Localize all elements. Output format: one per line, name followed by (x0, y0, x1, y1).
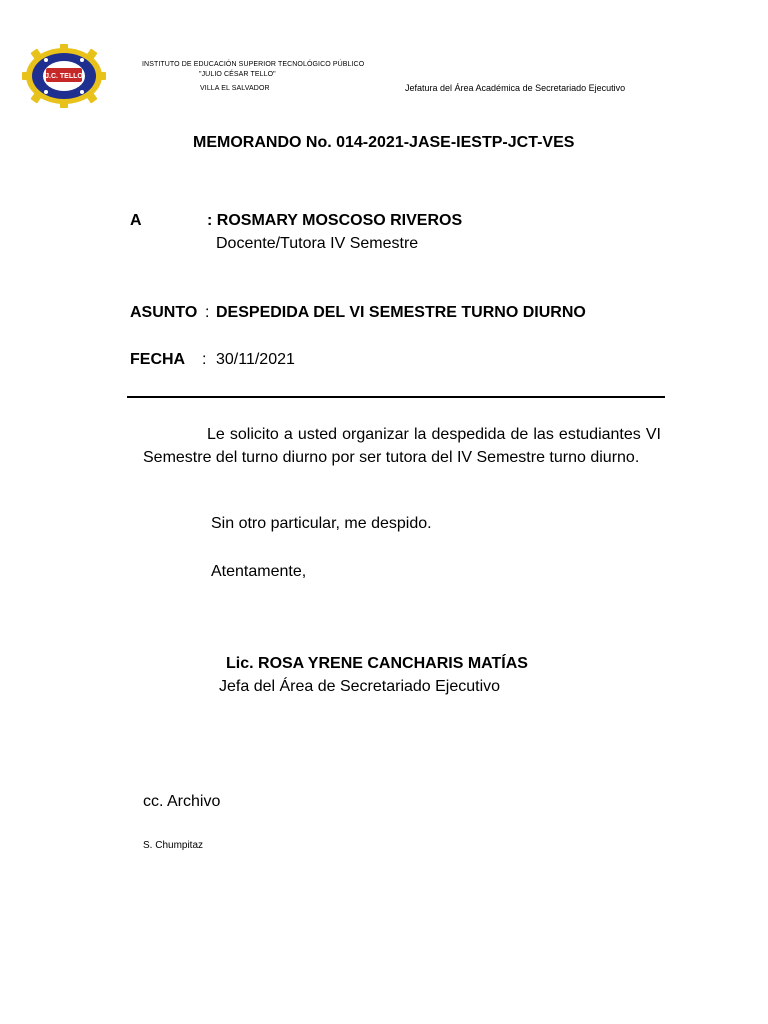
subject-value: DESPEDIDA DEL VI SEMESTRE TURNO DIURNO (216, 304, 586, 321)
institution-logo-icon (22, 44, 106, 108)
institution-logo (22, 44, 106, 108)
to-role: Docente/Tutora IV Semestre (216, 235, 419, 252)
signatory-name: Lic. ROSA YRENE CANCHARIS MATÍAS (226, 655, 528, 672)
to-label: A (130, 212, 142, 229)
memo-title: MEMORANDO No. 014-2021-JASE-IESTP-JCT-VES (193, 134, 575, 151)
body-paragraph: Le solicito a usted organizar la despedida de las estudiantes VI Semestre del turno diurno por ser tutora del IV Semestre turno diurno. (143, 426, 661, 466)
cc-line: cc. Archivo (143, 793, 221, 810)
typist-initials: S. Chumpitaz (143, 840, 204, 851)
institute-location: VILLA EL SALVADOR (200, 85, 270, 92)
institute-name: INSTITUTO DE EDUCACIÓN SUPERIOR TECNOLÓGICO PÚBLICO (142, 61, 365, 68)
department-header: Jefatura del Área Académica de Secretariado Ejecutivo (405, 83, 626, 93)
date-label: FECHA (130, 351, 186, 368)
closing-line: Sin otro particular, me despido. (211, 515, 432, 532)
to-value: : ROSMARY MOSCOSO RIVEROS (207, 212, 463, 229)
date-separator: : (202, 351, 207, 368)
subject-label: ASUNTO (130, 304, 198, 321)
date-value: 30/11/2021 (216, 351, 295, 368)
signatory-title: Jefa del Área de Secretariado Ejecutivo (219, 678, 501, 695)
institute-subtitle: "JULIO CÉSAR TELLO" (199, 71, 276, 78)
svg-text:J.C. TELLO: J.C. TELLO (45, 73, 83, 80)
divider-line (127, 396, 665, 398)
regards-line: Atentamente, (211, 563, 307, 580)
subject-separator: : (205, 304, 210, 321)
